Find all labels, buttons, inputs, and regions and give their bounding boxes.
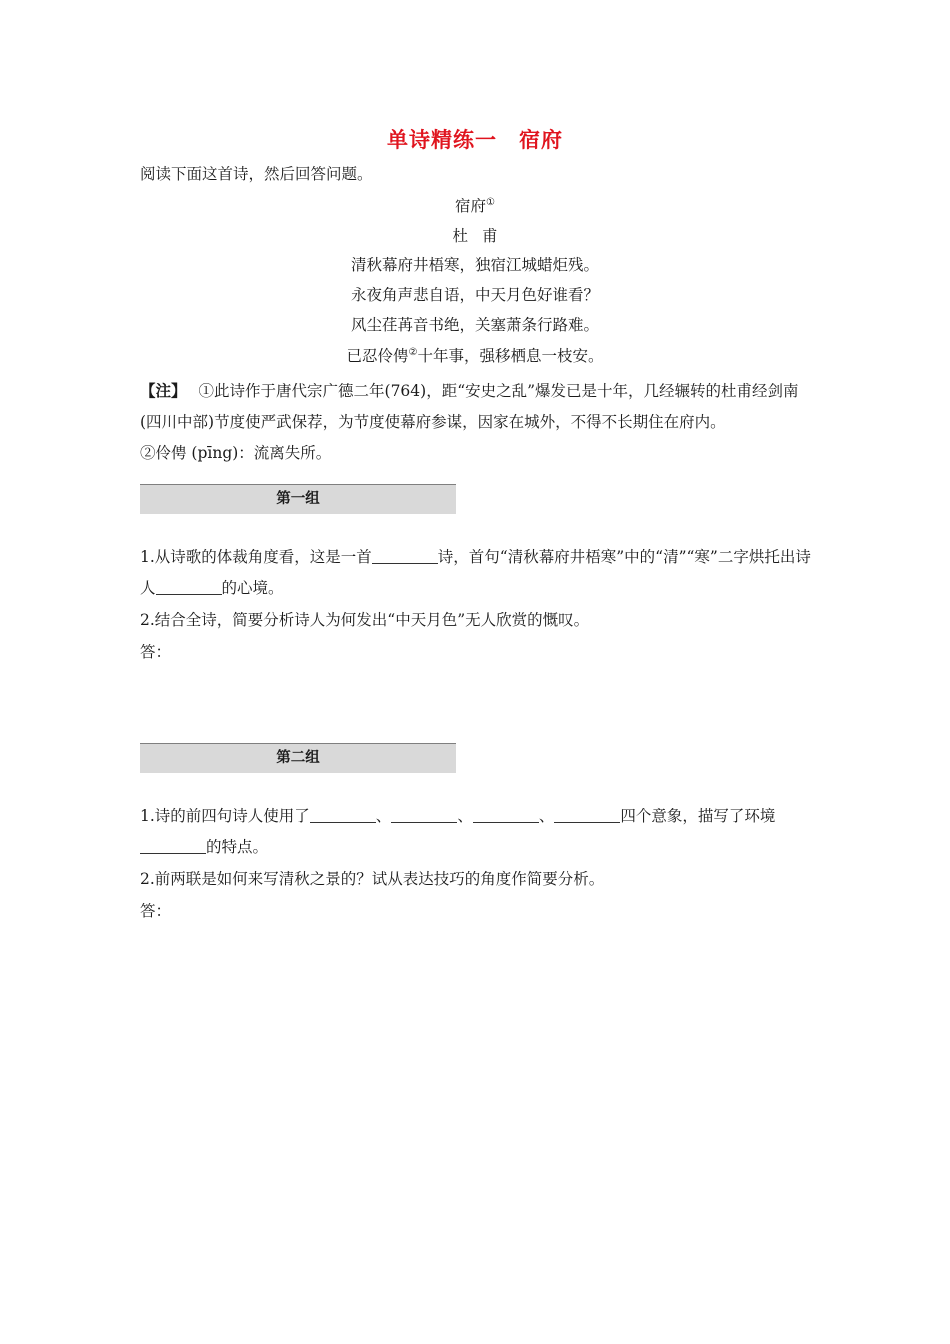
group1-question-2: 2.结合全诗，简要分析诗人为何发出“中天月色”无人欣赏的慨叹。 [140, 611, 590, 629]
poem-author: 杜甫 [452, 227, 512, 245]
page-title: 单诗精练一 宿府 [387, 128, 563, 152]
group2-question-1 [140, 801, 812, 863]
question-text: 的心境。 [221, 579, 284, 597]
poem-line-part: 十年事，强移栖息一枝安。 [417, 347, 604, 365]
answer-blank[interactable] [310, 805, 376, 823]
poem-line: 清秋幕府井梧寒，独宿江城蜡炬残。 [350, 256, 599, 274]
question-text: 1.从诗歌的体裁角度看，这是一首 [140, 548, 372, 566]
poem-line: 风尘荏苒音书绝，关塞萧条行路难。 [350, 316, 599, 334]
note-2: ②伶俜 (pīng)：流离失所。 [140, 444, 332, 462]
poem-line: 永夜角声悲自语，中天月色好谁看？ [350, 286, 599, 304]
annotation-notes [140, 376, 812, 469]
question-text: 诗，首句“清秋幕府井梧寒”中的“清”“寒”二字烘托出诗人 [140, 548, 811, 597]
answer-blank[interactable] [372, 546, 438, 564]
answer-blank[interactable] [391, 805, 457, 823]
question-text: 的特点。 [206, 838, 269, 856]
group1-answer-label: 答： [140, 643, 172, 661]
answer-blank[interactable] [156, 577, 222, 595]
group2-question-2: 2.前两联是如何来写清秋之景的？试从表达技巧的角度作简要分析。 [140, 870, 605, 888]
question-text: 1.诗的前四句诗人使用了 [140, 807, 310, 825]
group2-answer-label: 答： [140, 902, 172, 920]
poem-line [0, 344, 950, 366]
question-text: 四个意象，描写了环境 [620, 807, 776, 825]
answer-blank[interactable] [473, 805, 539, 823]
poem-title [0, 194, 950, 216]
note-label: 【注】 [140, 382, 187, 400]
note-1 [140, 376, 812, 438]
note-1-text: ①此诗作于唐代宗广德二年(764)，距“安史之乱”爆发已是十年，几经辗转的杜甫经剑南(四川中部)节度使严武保荐，为节度使幕府参谋，因家在城外，不得不长期住在府内。 [140, 382, 799, 431]
answer-blank[interactable] [554, 805, 620, 823]
group-one-header: 第一组 [140, 484, 456, 514]
poem-title-note-mark: ① [486, 197, 495, 208]
group1-question-1 [140, 542, 812, 604]
answer-blank[interactable] [140, 836, 206, 854]
separator: 、 [538, 807, 555, 825]
poem-title-text: 宿府 [455, 197, 487, 215]
poem-line-part: 已忍伶俜 [346, 347, 409, 365]
intro-text: 阅读下面这首诗，然后回答问题。 [140, 165, 373, 183]
poem-note-mark: ② [408, 347, 418, 358]
separator: 、 [375, 807, 392, 825]
separator: 、 [457, 807, 473, 825]
group-two-header: 第二组 [140, 743, 456, 773]
